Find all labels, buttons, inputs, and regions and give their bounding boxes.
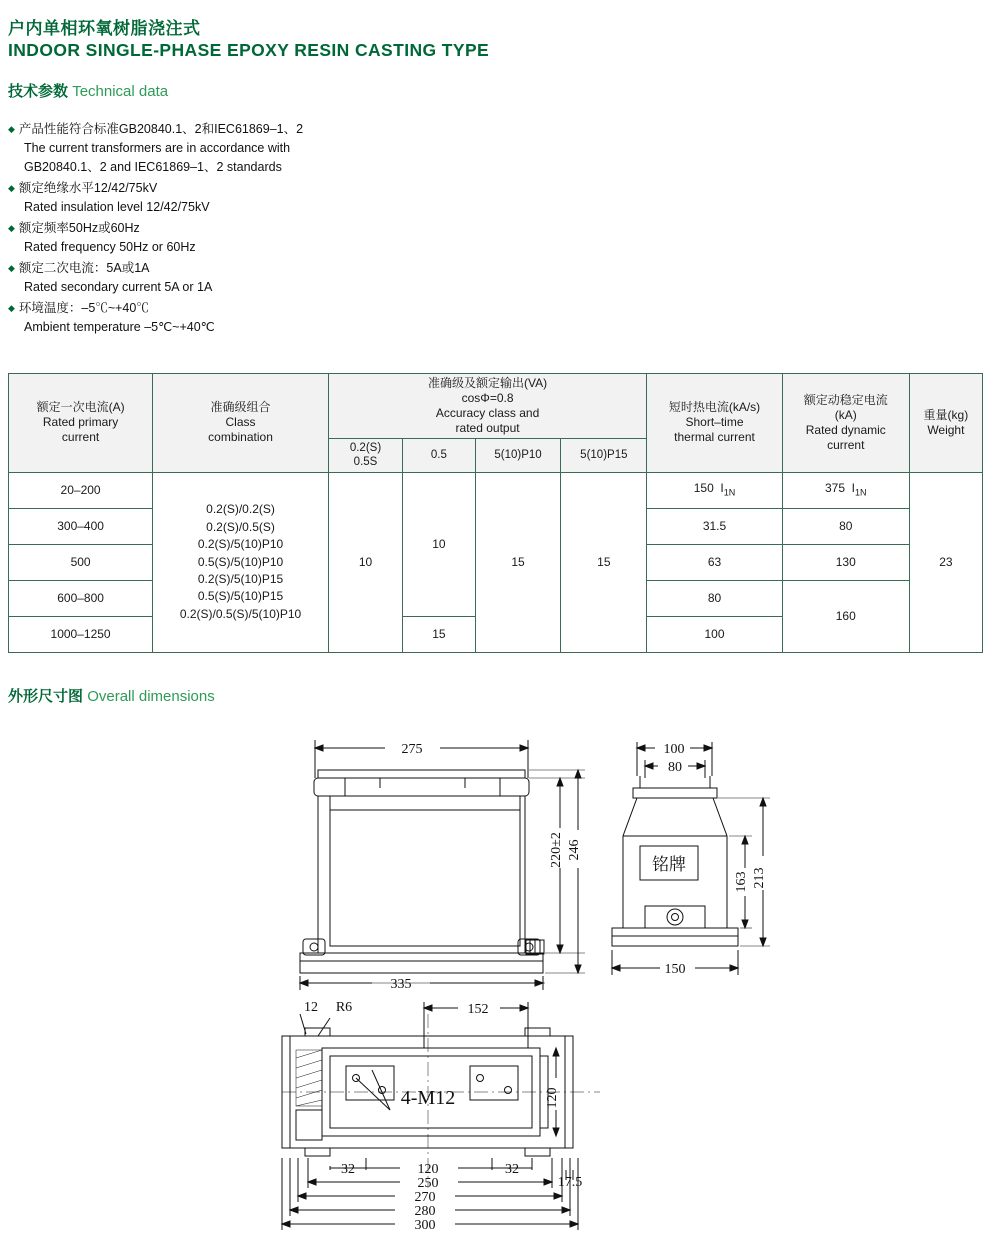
subcol-header-5-10-p10: 5(10)P10 <box>475 439 561 473</box>
bullet-diamond-icon: ◆ <box>8 223 15 233</box>
cell-primary-current: 500 <box>9 544 153 580</box>
dim-front-height-tolerance: 220±2 <box>549 832 564 868</box>
spec-label-en: GB20840.1、2 and IEC61869–1、2 standards <box>24 160 282 174</box>
class-line: 0.5(S)/5(10)P15 <box>197 589 284 604</box>
subcol-header-5-10-p15: 5(10)P15 <box>561 439 647 473</box>
dim-side-height-total: 213 <box>752 867 767 889</box>
dim-side-inner-width: 80 <box>668 760 682 775</box>
page-title-cn: 户内单相环氧树脂浇注式 <box>8 19 201 38</box>
table-body <box>9 472 983 652</box>
dim-side-bottom-width: 150 <box>664 962 686 977</box>
dim-top-12: 12 <box>304 1000 318 1015</box>
table-header-row <box>9 374 983 439</box>
list-item <box>8 299 608 337</box>
cell-thermal-current: 100 <box>647 616 783 652</box>
spec-label-cn: 额定绝缘水平12/42/75kV <box>18 181 158 195</box>
class-line: 0.2(S)/5(10)P15 <box>197 571 284 586</box>
spec-label-en: Rated secondary current 5A or 1A <box>24 280 213 294</box>
section-dimensions-cn: 外形尺寸图 <box>8 688 84 705</box>
dim-top-17-5: 17.5 <box>557 1175 583 1190</box>
drawing-dimension-labels <box>304 742 767 1233</box>
dim-top-250: 250 <box>417 1176 439 1191</box>
col-header-rated-primary-current: 额定一次电流(A) Rated primary current <box>9 374 153 473</box>
section-dimensions-en: Overall dimensions <box>87 688 215 705</box>
cell-output-05-bottom: 15 <box>403 616 475 652</box>
class-line: 0.2(S)/0.5(S) <box>206 519 275 534</box>
list-item <box>8 179 608 217</box>
dim-top-radius-r6: R6 <box>335 1000 353 1015</box>
bullet-diamond-icon: ◆ <box>8 303 15 313</box>
dim-top-32-right: 32 <box>505 1162 519 1177</box>
list-item <box>8 120 608 177</box>
col-header-accuracy-class-rated-output: 准确级及额定输出(VA) cosΦ=0.8 Accuracy class and rated output <box>328 374 646 439</box>
cell-primary-current: 600–800 <box>9 580 153 616</box>
side-view-drawing <box>612 742 770 975</box>
bullet-diamond-icon: ◆ <box>8 124 15 134</box>
cell-output-05: 10 <box>403 472 475 616</box>
section-heading-overall-dimensions <box>8 685 215 706</box>
table-row <box>9 472 983 508</box>
class-line: 0.2(S)/0.5(S)/5(10)P10 <box>179 606 302 621</box>
cell-thermal-current: 31.5 <box>647 508 783 544</box>
section-heading-technical-data <box>8 80 168 101</box>
col-header-weight: 重量(kg) Weight <box>909 374 982 473</box>
cell-dynamic-current: 80 <box>782 508 909 544</box>
dim-front-top-width: 275 <box>401 742 423 757</box>
bolt-spec-label: 4-M12 <box>400 1087 456 1109</box>
spec-label-en: Rated frequency 50Hz or 60Hz <box>24 240 196 254</box>
spec-label-cn: 产品性能符合标准GB20840.1、2和IEC61869–1、2 <box>18 122 304 136</box>
spec-label-cn: 额定频率50Hz或60Hz <box>18 221 140 235</box>
list-item <box>8 259 608 297</box>
col-header-short-time-thermal-current: 短时热电流(kA/s) Short–time thermal current <box>647 374 783 473</box>
cell-thermal-current: 63 <box>647 544 783 580</box>
cell-output-p10: 15 <box>475 472 561 652</box>
bullet-diamond-icon: ◆ <box>8 183 15 193</box>
nameplate-label: 铭牌 <box>652 855 686 874</box>
spec-label-en: The current transformers are in accordance with <box>24 141 291 155</box>
dim-top-32-left: 32 <box>341 1162 355 1177</box>
bullet-diamond-icon: ◆ <box>8 263 15 273</box>
dim-top-280: 280 <box>414 1204 436 1219</box>
cell-dynamic-current: 375 $I_{1N}$ <box>782 472 909 508</box>
dim-front-height-total: 246 <box>567 839 582 861</box>
cell-primary-current: 20–200 <box>9 472 153 508</box>
cell-class-combination <box>153 472 329 652</box>
technical-data-table <box>8 373 983 653</box>
class-line: 0.2(S)/0.2(S) <box>206 502 275 517</box>
class-line: 0.2(S)/5(10)P10 <box>197 537 284 552</box>
cell-primary-current: 1000–1250 <box>9 616 153 652</box>
list-item <box>8 219 608 257</box>
spec-label-en: Rated insulation level 12/42/75kV <box>24 200 210 214</box>
dim-top-270: 270 <box>414 1190 436 1205</box>
section-technical-cn: 技术参数 <box>8 83 69 100</box>
dim-side-height-inner: 163 <box>734 871 749 893</box>
top-view-drawing <box>282 1002 600 1230</box>
dim-top-width-152: 152 <box>467 1002 489 1017</box>
spec-label-cn: 额定二次电流：5A或1A <box>18 261 150 275</box>
dim-top-height-120: 120 <box>545 1087 560 1109</box>
page-title-en: INDOOR SINGLE-PHASE EPOXY RESIN CASTING TYPE <box>8 40 490 60</box>
cell-dynamic-current: 130 <box>782 544 909 580</box>
dim-top-120: 120 <box>417 1162 439 1177</box>
specification-list <box>8 120 608 339</box>
cell-thermal-current: 150 $I_{1N}$ <box>647 472 783 508</box>
subcol-header-05: 0.5 <box>403 439 475 473</box>
table-header <box>9 374 983 473</box>
spec-label-cn: 环境温度：–5℃~+40℃ <box>18 301 149 315</box>
cell-output-02s-05s: 10 <box>328 472 402 652</box>
col-header-class-combination: 准确级组合 Class combination <box>153 374 329 473</box>
drawings-svg <box>0 718 1000 1238</box>
section-technical-en: Technical data <box>72 83 169 100</box>
subcol-header-02s-05s: 0.2(S) 0.5S <box>328 439 402 473</box>
dim-front-bottom-width: 335 <box>390 977 412 992</box>
front-view-drawing <box>300 740 585 990</box>
cell-dynamic-current: 160 <box>782 580 909 652</box>
cell-thermal-current: 80 <box>647 580 783 616</box>
dim-top-300: 300 <box>414 1218 436 1233</box>
class-line: 0.5(S)/5(10)P10 <box>197 554 284 569</box>
cell-output-p15: 15 <box>561 472 647 652</box>
spec-label-en: Ambient temperature –5℃~+40℃ <box>24 320 215 334</box>
cell-weight: 23 <box>909 472 982 652</box>
dim-side-top-width: 100 <box>663 742 685 757</box>
col-header-rated-dynamic-current: 额定动稳定电流 (kA) Rated dynamic current <box>782 374 909 473</box>
dimension-drawings <box>0 718 1000 1238</box>
cell-primary-current: 300–400 <box>9 508 153 544</box>
